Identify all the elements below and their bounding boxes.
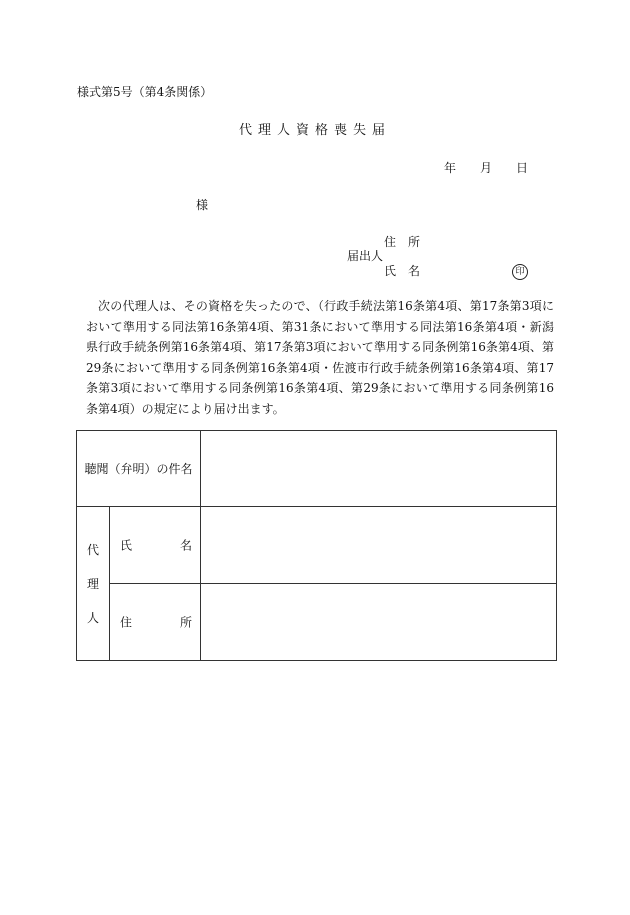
notifier-address-label-2: 所: [408, 235, 421, 249]
agent-table: [76, 430, 557, 661]
agent-label: [77, 507, 110, 661]
agent-char-2: 理: [86, 576, 99, 591]
date-month-label: 月: [480, 161, 493, 175]
agent-name-label-2: 名: [180, 538, 193, 553]
case-name-label: 聴聞（弁明）の件名: [77, 431, 201, 507]
date-year-label: 年: [444, 161, 457, 175]
agent-char-3: 人: [86, 610, 99, 625]
agent-name-label-1: 氏: [120, 538, 133, 553]
notifier-address-label-1: 住: [384, 235, 397, 249]
notifier-label: 届出人: [347, 249, 384, 263]
agent-char-1: 代: [86, 542, 99, 557]
notifier-name-label-2: 名: [408, 264, 421, 278]
date-day-label: 日: [516, 161, 529, 175]
agent-address-label-2: 所: [180, 615, 193, 630]
body-text: 次の代理人は、その資格を失ったので、（行政手続法第16条第4項、第17条第3項において準用する同法第16条第4項、第31条において準用する同法第16条第4項・新潟県行政手続条例第16条第4項、第17条第3項において準用する同条例第16条第4項、第29条において準用する同条例第16条第4項・佐渡市行政手続条例第16条第4項、第17条第3項において準用する同条例第16条第4項、第29条において準用する同条例第16条第4項）の規定により届け出ます。: [86, 299, 554, 416]
agent-address-label: [110, 584, 201, 661]
document-title: 代理人資格喪失届: [238, 123, 391, 138]
notifier-name-label-1: 氏: [384, 264, 397, 278]
addressee-suffix: 様: [196, 198, 209, 212]
agent-name-label: [110, 507, 201, 584]
agent-address-label-1: 住: [120, 615, 133, 630]
agent-name-field[interactable]: [201, 507, 557, 584]
form-number: 様式第5号（第4条関係）: [77, 85, 213, 99]
agent-address-field[interactable]: [201, 584, 557, 661]
case-name-field[interactable]: [201, 431, 557, 507]
seal-char: 印: [515, 266, 525, 277]
seal-mark: [512, 264, 528, 280]
